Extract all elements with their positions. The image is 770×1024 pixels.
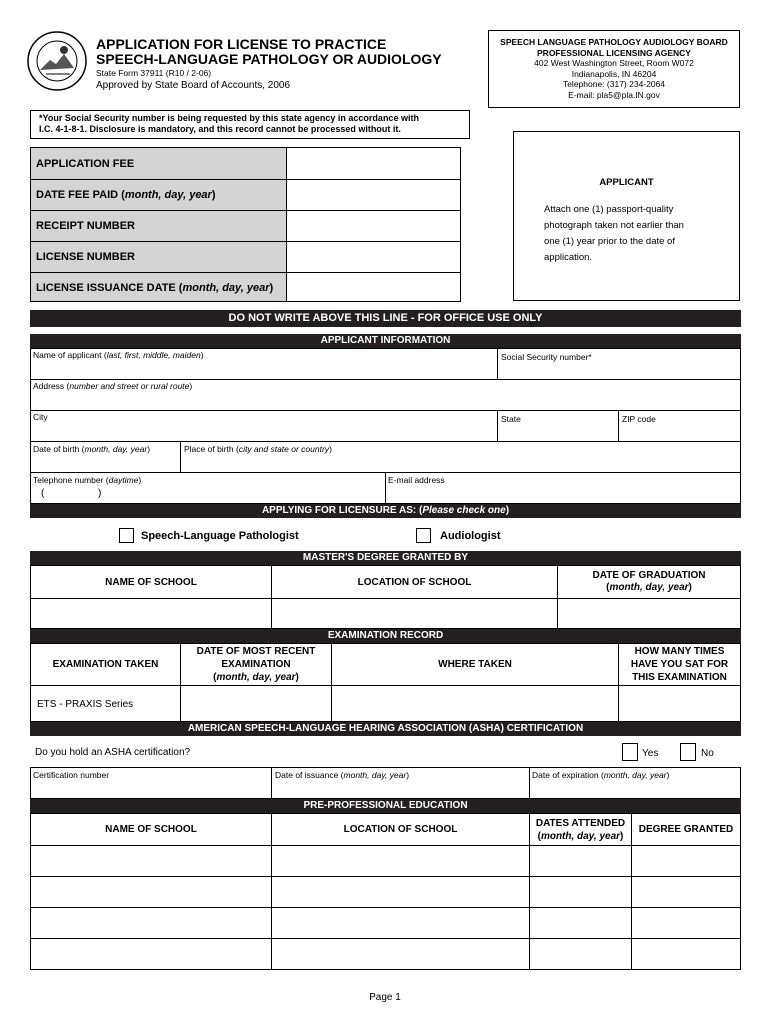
photo-box[interactable] bbox=[513, 131, 740, 301]
date-fee-paid-label: DATE FEE PAID (month, day, year) bbox=[36, 189, 216, 201]
area-code-open: ( bbox=[41, 488, 45, 499]
ssn-notice bbox=[30, 110, 470, 139]
applicant-info-banner: APPLICANT INFORMATION bbox=[30, 334, 741, 348]
asha-yes-checkbox[interactable] bbox=[622, 743, 638, 761]
cert-expiration-field[interactable] bbox=[529, 767, 741, 799]
email-field[interactable] bbox=[385, 472, 741, 504]
masters-date-field[interactable] bbox=[557, 598, 741, 629]
audiologist-checkbox[interactable] bbox=[416, 528, 431, 543]
masters-banner: MASTER'S DEGREE GRANTED BY bbox=[30, 551, 741, 565]
preprof-row3-dates[interactable] bbox=[529, 907, 632, 939]
preprof-row1-degree[interactable] bbox=[631, 845, 741, 877]
agency-telephone: Telephone: (317) 234-2064 bbox=[562, 79, 666, 89]
zip-field[interactable] bbox=[618, 410, 741, 442]
preprof-row1-location[interactable] bbox=[271, 845, 530, 877]
exam-where-field[interactable] bbox=[331, 685, 619, 722]
area-code-close: ) bbox=[98, 488, 102, 499]
audiologist-label: Audiologist bbox=[440, 530, 501, 542]
preprof-row2-location[interactable] bbox=[271, 876, 530, 908]
applicant-name-field[interactable] bbox=[30, 348, 498, 380]
preprof-col-location: LOCATION OF SCHOOL bbox=[271, 813, 530, 846]
exam-times-field[interactable] bbox=[618, 685, 741, 722]
address-field[interactable] bbox=[30, 379, 741, 411]
exam-taken-field bbox=[30, 685, 181, 722]
exam-banner: EXAMINATION RECORD bbox=[30, 629, 741, 643]
photo-box-title: APPLICANT bbox=[599, 177, 654, 188]
approved-note: Approved by State Board of Accounts, 2006 bbox=[96, 80, 291, 91]
applicant-name-label: Name of applicant (last, first, middle, maiden) bbox=[33, 350, 204, 360]
ssn-field[interactable] bbox=[497, 348, 741, 380]
address-label: Address (number and street or rural route) bbox=[33, 381, 193, 391]
masters-school-field[interactable] bbox=[30, 598, 272, 629]
zip-label: ZIP code bbox=[622, 414, 656, 424]
office-use-table bbox=[30, 147, 461, 302]
cert-number-field[interactable] bbox=[30, 767, 272, 799]
license-number-label: LICENSE NUMBER bbox=[36, 251, 136, 263]
preprof-row2-school[interactable] bbox=[30, 876, 272, 908]
agency-subname: PROFESSIONAL LICENSING AGENCY bbox=[537, 47, 691, 58]
asha-banner: AMERICAN SPEECH-LANGUAGE HEARING ASSOCIATION (ASHA) CERTIFICATION bbox=[30, 722, 741, 736]
office-use-banner: DO NOT WRITE ABOVE THIS LINE - FOR OFFICE USE ONLY bbox=[30, 310, 741, 327]
issuance-date-field[interactable] bbox=[288, 273, 460, 301]
photo-instructions: Attach one (1) passport-quality photograph taken not earlier than one (1) year prior to the date of application. bbox=[544, 204, 684, 263]
asha-no-label: No bbox=[701, 748, 714, 759]
preprof-col-dates: DATES ATTENDED (month, day, year) bbox=[529, 813, 632, 846]
exam-col-date: DATE OF MOST RECENT EXAMINATION (month, day, year) bbox=[180, 643, 332, 686]
exam-col-times: HOW MANY TIMES HAVE YOU SAT FOR THIS EXAMINATION bbox=[618, 643, 741, 686]
receipt-number-field[interactable] bbox=[288, 211, 460, 241]
email-label: E-mail address bbox=[388, 475, 445, 485]
asha-question: Do you hold an ASHA certification? bbox=[35, 747, 191, 758]
preprof-row3-degree[interactable] bbox=[631, 907, 741, 939]
ssn-notice-line1: *Your Social Security number is being requested by this state agency in accordance with bbox=[39, 113, 419, 123]
slp-checkbox[interactable] bbox=[119, 528, 134, 543]
exam-row1-name: ETS - PRAXIS Series bbox=[37, 699, 134, 710]
masters-col-school: NAME OF SCHOOL bbox=[30, 565, 272, 599]
cert-expiration-label: Date of expiration (month, day, year) bbox=[532, 770, 670, 780]
asha-no-checkbox[interactable] bbox=[680, 743, 696, 761]
receipt-number-label: RECEIPT NUMBER bbox=[36, 220, 136, 232]
preprof-row4-location[interactable] bbox=[271, 938, 530, 970]
cert-number-label: Certification number bbox=[33, 770, 110, 780]
preprof-row3-location[interactable] bbox=[271, 907, 530, 939]
form-title-line1: APPLICATION FOR LICENSE TO PRACTICE bbox=[96, 36, 387, 52]
asha-yes-label: Yes bbox=[642, 748, 659, 759]
state-field[interactable] bbox=[497, 410, 619, 442]
license-number-field[interactable] bbox=[288, 242, 460, 272]
preprof-col-degree: DEGREE GRANTED bbox=[631, 813, 741, 846]
cert-issuance-field[interactable] bbox=[271, 767, 530, 799]
pob-label: Place of birth (city and state or country) bbox=[184, 444, 332, 454]
form-title-line2: SPEECH-LANGUAGE PATHOLOGY OR AUDIOLOGY bbox=[96, 51, 442, 67]
preprof-row2-degree[interactable] bbox=[631, 876, 741, 908]
preprof-row4-dates[interactable] bbox=[529, 938, 632, 970]
agency-name: SPEECH LANGUAGE PATHOLOGY AUDIOLOGY BOARD bbox=[500, 37, 728, 47]
agency-email: E-mail: pla5@pla.IN.gov bbox=[568, 89, 660, 100]
dob-label: Date of birth (month, day, year) bbox=[33, 444, 151, 454]
preprof-row3-school[interactable] bbox=[30, 907, 272, 939]
phone-label: Telephone number (daytime) bbox=[33, 475, 142, 485]
licensure-banner: APPLYING FOR LICENSURE AS: (Please check one) bbox=[30, 504, 741, 518]
preprof-banner: PRE-PROFESSIONAL EDUCATION bbox=[30, 799, 741, 813]
form-number: State Form 37911 (R10 / 2-06) bbox=[96, 68, 212, 78]
exam-col-where: WHERE TAKEN bbox=[331, 643, 619, 686]
preprof-row4-school[interactable] bbox=[30, 938, 272, 970]
preprof-row4-degree[interactable] bbox=[631, 938, 741, 970]
preprof-col-school: NAME OF SCHOOL bbox=[30, 813, 272, 846]
masters-col-location: LOCATION OF SCHOOL bbox=[271, 565, 558, 599]
city-label: City bbox=[33, 412, 48, 422]
state-seal bbox=[26, 30, 88, 92]
issuance-date-label: LICENSE ISSUANCE DATE (month, day, year) bbox=[36, 282, 274, 294]
agency-city: Indianapolis, IN 46204 bbox=[571, 68, 657, 79]
agency-address: 402 West Washington Street, Room W072 bbox=[534, 58, 694, 68]
preprof-row1-dates[interactable] bbox=[529, 845, 632, 877]
preprof-row1-school[interactable] bbox=[30, 845, 272, 877]
ssn-label: Social Security number* bbox=[501, 352, 592, 362]
masters-location-field[interactable] bbox=[271, 598, 558, 629]
exam-col-taken: EXAMINATION TAKEN bbox=[30, 643, 181, 686]
page-number: Page 1 bbox=[369, 992, 401, 1003]
dob-field[interactable] bbox=[30, 441, 181, 473]
slp-label: Speech-Language Pathologist bbox=[141, 530, 299, 542]
exam-date-field[interactable] bbox=[180, 685, 332, 722]
masters-col-date: DATE OF GRADUATION (month, day, year) bbox=[557, 565, 741, 599]
phone-field[interactable] bbox=[30, 472, 386, 504]
application-fee-label: APPLICATION FEE bbox=[36, 158, 135, 170]
state-label: State bbox=[501, 414, 521, 424]
cert-issuance-label: Date of issuance (month, day, year) bbox=[275, 770, 410, 780]
agency-box bbox=[488, 30, 740, 108]
pob-field[interactable] bbox=[180, 441, 741, 473]
city-field[interactable] bbox=[30, 410, 498, 442]
date-fee-paid-field[interactable] bbox=[288, 180, 460, 210]
application-fee-field[interactable] bbox=[288, 148, 460, 178]
preprof-row2-dates[interactable] bbox=[529, 876, 632, 908]
ssn-notice-line2: I.C. 4-1-8-1. Disclosure is mandatory, and this record cannot be processed without it. bbox=[39, 124, 401, 134]
